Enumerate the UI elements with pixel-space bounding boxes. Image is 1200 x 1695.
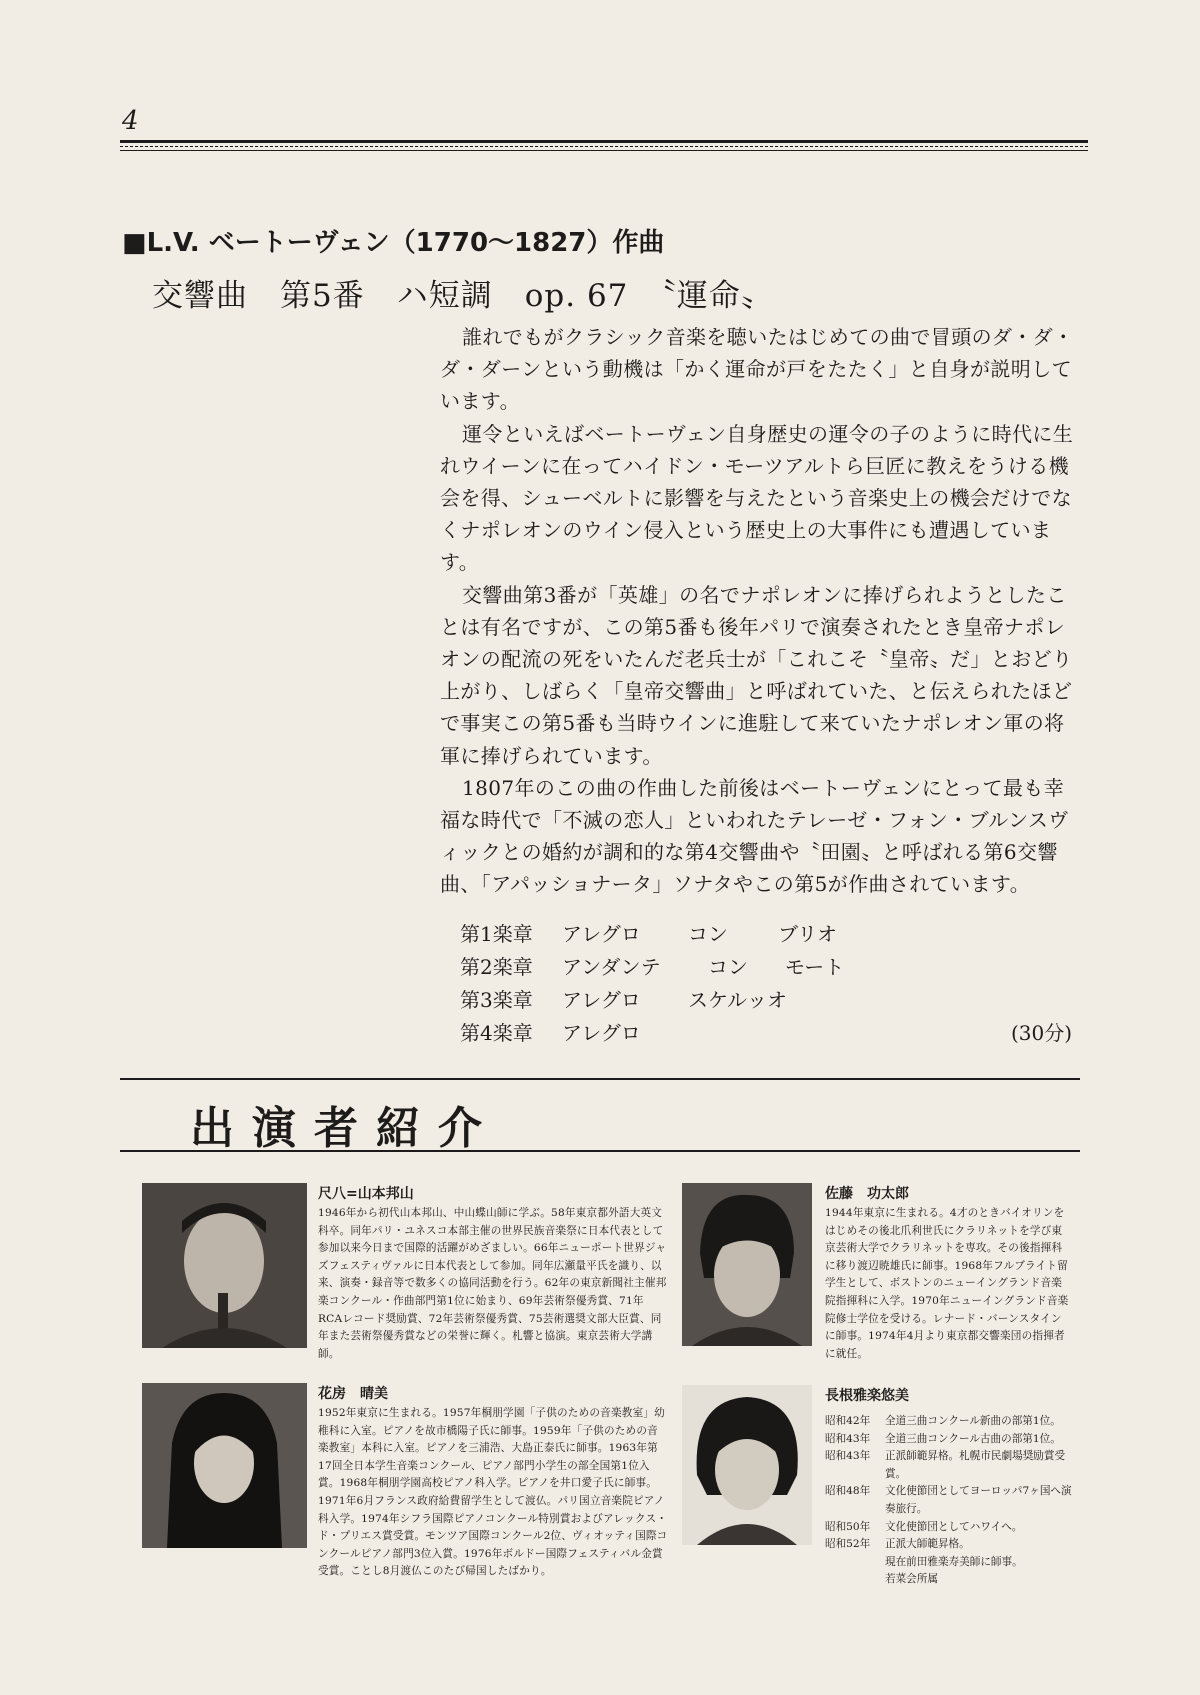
- movement-row: [460, 918, 1080, 951]
- duration: (30分): [1010, 1021, 1072, 1045]
- performer-photo: [142, 1383, 307, 1548]
- movement-tempo: ブリオ: [778, 922, 837, 946]
- movement-tempo: アレグロ: [562, 988, 641, 1012]
- composer-heading: ■L.V. ベートーヴェン（1770〜1827）作曲: [122, 228, 665, 258]
- section-title: 出演者紹介: [190, 1103, 500, 1154]
- history-row: [825, 1448, 1075, 1483]
- history-year: 昭和48年: [825, 1485, 871, 1498]
- history-event: 文化使節団としてヨーロッパ7ヶ国へ演奏旅行。: [885, 1485, 1072, 1515]
- movement-number: 第1楽章: [460, 922, 533, 946]
- movement-tempo: コン: [708, 955, 748, 979]
- history-event: 全道三曲コンクール新曲の部第1位。: [885, 1415, 1061, 1427]
- performer-bio: 1952年東京に生まれる。1957年桐朋学園「子供のための音楽教室」幼稚科に入室。ピアノを故市橋陽子氏に師事。1959年「子供のための音楽教室」本科に入室。ピアノを三浦浩、大島正泰氏に師事。1963年第17回全日本学生音楽コンクール、ピアノ部門小学生の部全国第1位入賞。1968年桐朋学園高校ピアノ科入学。ピアノを井口愛子氏に師事。1971年6月フランス政府給費留学生として渡仏。パリ国立音楽院ピアノ科入学。1974年シフラ国際ピアノコンクール特別賞およびアレックス・ド・プリエス賞受賞。モンツア国際コンクール2位、ヴィオッティ国際コンクールピアノ部門3位入賞。1976年ボルドー国際フェスティバル金賞受賞。ことし8月渡仏このたび帰国したばかり。: [318, 1407, 668, 1578]
- movement-tempo: コン: [688, 922, 728, 946]
- history-row: [825, 1413, 1075, 1431]
- history-year: 昭和52年: [825, 1538, 871, 1551]
- header-rule: [120, 140, 1088, 152]
- history-year: 昭和50年: [825, 1520, 871, 1533]
- movement-tempo: スケルッオ: [688, 988, 787, 1012]
- history-row: [825, 1536, 1075, 1554]
- movement-tempo: アンダンテ: [562, 955, 661, 979]
- notes-paragraph: 運令といえばベートーヴェン自身歴史の運令の子のように時代に生れウイーンに在ってハイドン・モーツアルトら巨匠に教えをうける機会を得、シューベルトに影響を与えたという音楽史上の機会だけでなくナポレオンのウイン侵入という歴史上の大事件にも遭遇しています。: [440, 421, 1074, 575]
- notes-paragraph: 交響曲第3番が「英雄」の名でナポレオンに捧げられようとしたことは有名ですが、この第5番も後年パリで演奏されたとき皇帝ナポレオンの配流の死をいたんだ老兵士が「これこそ〝皇帝〟だ」とおどり上がり、しばらく「皇帝交響曲」と呼ばれていた、と伝えられたほどで事実この第5番も当時ウインに進駐して来ていたナポレオン軍の将軍に捧げられています。: [440, 582, 1073, 768]
- history-note: 若菜会所属: [885, 1573, 938, 1586]
- history-row: [825, 1431, 1075, 1449]
- history-year: 昭和43年: [825, 1432, 871, 1445]
- history-event: 正派師範昇格。札幌市民劇場奨励賞受賞。: [885, 1450, 1066, 1480]
- movement-row: [460, 984, 1080, 1017]
- history-row: [825, 1519, 1075, 1537]
- history-event: 正派大師範昇格。: [885, 1538, 970, 1551]
- history-year: 昭和42年: [825, 1415, 871, 1427]
- movement-number: 第2楽章: [460, 955, 533, 979]
- section-rule-top: [120, 1078, 1080, 1080]
- movement-row: [460, 1017, 1080, 1050]
- performer-photo: [682, 1183, 812, 1346]
- performer-photo: [142, 1183, 307, 1348]
- page-number: 4: [122, 106, 139, 136]
- performer-name: 花房 晴美: [318, 1386, 388, 1402]
- movement-number: 第3楽章: [460, 988, 533, 1012]
- movement-tempo: モート: [785, 955, 845, 979]
- notes-paragraph: 1807年のこの曲の作曲した前後はベートーヴェンにとって最も幸福な時代で「不滅の恋人」といわれたテレーゼ・フォン・ブルンスヴィックとの婚約が調和的な第4交響曲や〝田園〟と呼ばれる第6交響曲、「アパッショナータ」ソナタやこの第5が作曲されています。: [440, 775, 1069, 897]
- movement-row: [460, 951, 1080, 984]
- history-year: 昭和43年: [825, 1450, 871, 1463]
- movement-tempo: アレグロ: [562, 1021, 641, 1045]
- history-event: 文化使節団としてハワイへ。: [885, 1520, 1023, 1533]
- performer-bio: 1944年東京に生まれる。4才のときバイオリンをはじめその後北爪利世氏にクラリネットを学び東京芸術大学でクラリネットを専攻。その後指揮科に移り渡辺暁雄氏に師事。1968年フルブライト留学生として、ボストンのニューイングランド音楽院指揮科に入学。1970年ニューイングランド音楽院修士学位を受ける。レナード・バーンスタインに師事。1974年4月より東京都交響楽団の指揮者に就任。: [825, 1207, 1069, 1360]
- program-notes: [440, 321, 1080, 901]
- movement-tempo: アレグロ: [562, 922, 641, 946]
- section-rule-bottom: [120, 1150, 1080, 1152]
- performer-bio: 1946年から初代山本邦山、中山蝶山師に学ぶ。58年東京都外語大英文科卒。同年パリ・ユネスコ本部主催の世界民族音楽祭に日本代表として参加以来今日まで国際的活躍がめざましい。66年ニューポート世界ジャズフェスティヴァルに日本代表として参加。同年広瀬量平氏を識り、以来、演奏・録音等で数多くの協同活動を行う。62年の東京新聞社主催邦楽コンクール・作曲部門第1位に始まり、69年芸術祭優秀賞、71年RCAレコード奨励賞、72年芸術祭優秀賞、75芸術選奨文部大臣賞、同年また芸術祭優秀賞などの栄誉に輝く。札響と協演。東京芸術大学講師。: [318, 1207, 667, 1360]
- performer-photo: [682, 1385, 812, 1545]
- history-event: 全道三曲コンクール古曲の部第1位。: [885, 1432, 1061, 1445]
- work-title: 交響曲 第5番 ハ短調 op. 67 〝運命〟: [152, 278, 773, 314]
- movement-list: [460, 918, 1080, 1050]
- history-note: 現在前田雅楽寿美師に師事。: [885, 1555, 1023, 1568]
- performer-name: 佐藤 功太郎: [825, 1186, 909, 1202]
- performer-history: [825, 1413, 1075, 1589]
- notes-paragraph: 誰れでもがクラシック音楽を聴いたはじめての曲で冒頭のダ・ダ・ダ・ダーンという動機は「かく運命が戸をたたく」と自身が説明しています。: [440, 325, 1074, 414]
- movement-number: 第4楽章: [460, 1021, 533, 1045]
- performer-name: 尺八=山本邦山: [318, 1186, 414, 1202]
- performer-name: 長根雅楽悠美: [825, 1388, 909, 1404]
- history-row: [825, 1483, 1075, 1518]
